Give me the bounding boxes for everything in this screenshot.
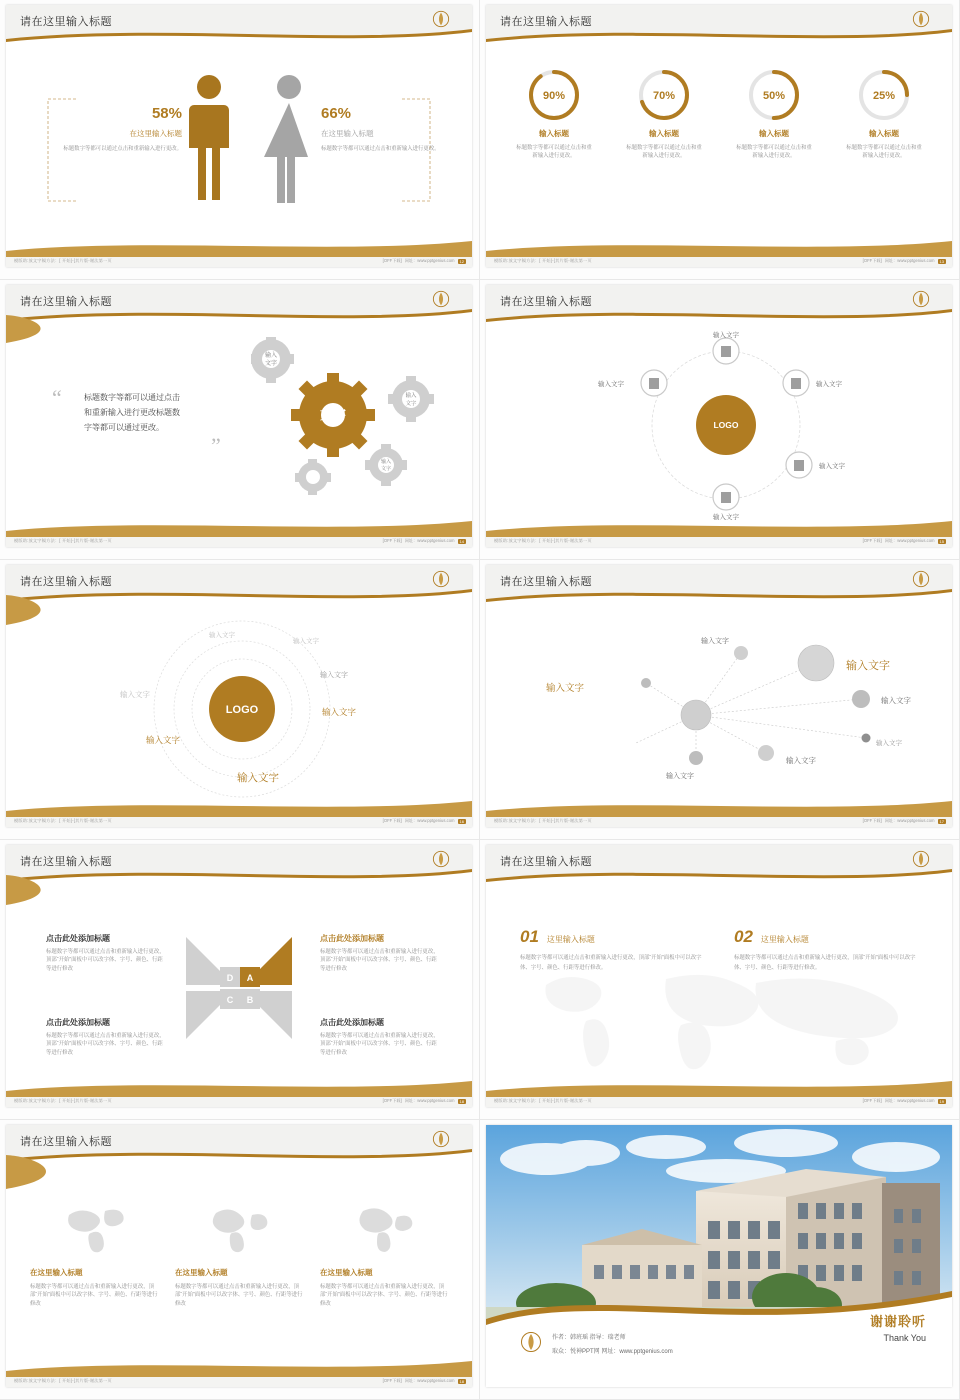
- quote-text: [84, 390, 244, 436]
- column-title: 在这里输入标题: [320, 1268, 373, 1277]
- footer-note: 模版助:放文字稿方法：[ 开始]-[其片版-谢汰第一页: [494, 258, 592, 263]
- footer-curve: [6, 515, 472, 537]
- block-desc: 标题数字等都可以通过点击和重新输入进行更改，顶部“开始”面板中可以改字体、字号、颜色、行距等进行修改: [320, 949, 439, 972]
- svg-text:文字: 文字: [264, 361, 278, 367]
- column-title: 在这里输入标题: [30, 1268, 83, 1277]
- page-title: 请在这里输入标题: [500, 856, 592, 868]
- svg-text:输入文字: 输入文字: [598, 381, 624, 388]
- world-map-background: [516, 965, 926, 1075]
- block-desc: 标题数字等都可以通过点击和重新输入进行更改，顶部“开始”面板中可以改字体、字号、颜色、行距等进行修改: [46, 949, 165, 972]
- number-block[interactable]: [734, 927, 924, 973]
- svg-text:输入文字: 输入文字: [322, 707, 357, 717]
- footer-url: 网址：www.pptgenius.com: [884, 538, 935, 543]
- svg-text:50%: 50%: [762, 90, 786, 102]
- svg-text:输入文字: 输入文字: [701, 638, 729, 645]
- ornament-logo-icon: [432, 10, 450, 28]
- globe-column[interactable]: [175, 1203, 305, 1308]
- block-title: 这里输入标题: [546, 935, 595, 944]
- block-title: 这里输入标题: [760, 935, 809, 944]
- donut-item[interactable]: [724, 67, 824, 161]
- svg-text:90%: 90%: [542, 90, 566, 102]
- svg-text:输入文字: 输入文字: [666, 773, 694, 780]
- footer-note: 模版助:放文字稿方法：[ 开始]-[其片版-谢汰第一页: [494, 538, 592, 543]
- svg-text:输入文字: 输入文字: [816, 381, 842, 388]
- thanks-en: Thank You: [883, 1333, 926, 1343]
- globe-row: [30, 1203, 450, 1308]
- quadrant-block[interactable]: [46, 933, 166, 973]
- slide-gears[interactable]: [0, 280, 480, 560]
- svg-text:25%: 25%: [872, 90, 896, 102]
- page-title: 请在这里输入标题: [500, 296, 592, 308]
- svg-text:输入: 输入: [264, 353, 278, 359]
- svg-text:输入文字: 输入文字: [237, 772, 279, 784]
- slide-four-quadrant[interactable]: [0, 840, 480, 1120]
- svg-text:文字: 文字: [405, 401, 417, 407]
- footer-download: [OFF下载]: [382, 1378, 402, 1383]
- footer-url: 网址：www.pptgenius.com: [404, 258, 455, 263]
- svg-text:输入文字: 输入文字: [881, 696, 911, 705]
- gear-cluster-icon: [251, 337, 451, 507]
- female-label: 在这里输入标题: [321, 129, 374, 138]
- quadrant-block[interactable]: [320, 933, 440, 973]
- footer-curve: [6, 795, 472, 817]
- block-number: 02: [734, 927, 753, 946]
- donut-row: [504, 67, 934, 161]
- quote-line-3: 字等都可以通过更改。: [84, 423, 164, 433]
- thanks-block: [870, 1311, 926, 1343]
- footer-meta: [383, 538, 466, 544]
- svg-text:输入文字: 输入文字: [713, 514, 739, 521]
- block-desc: 标题数字等都可以通过点击和重新输入进行更改，顶部“开始”面板中可以改字体、字号、颜色、行距等进行修改。: [520, 955, 702, 971]
- footer-url: 网址：www.pptgenius.com: [404, 818, 455, 823]
- footer-download: [OFF下载]: [382, 258, 402, 263]
- slide-logo-network[interactable]: [480, 280, 960, 560]
- footer-note: 模版助:放文字稿方法：[ 开始]-[其片版-谢汰第一页: [494, 818, 592, 823]
- footer-meta: [863, 818, 946, 824]
- ornament-logo-icon: [912, 290, 930, 308]
- footer-url: 网址：www.pptgenius.com: [884, 1098, 935, 1103]
- svg-text:D: D: [226, 973, 234, 983]
- svg-text:输入文字: 输入文字: [713, 332, 739, 339]
- page-title: 请在这里输入标题: [20, 576, 112, 588]
- svg-text:输入文字: 输入文字: [320, 672, 348, 679]
- column-desc: 标题数字等都可以通过点击和重新输入进行更改，顶部“开始”面板中可以改字体、字号、颜色、行距等进行修改: [175, 1284, 303, 1307]
- donut-label: 输入标题: [649, 129, 679, 138]
- quadrant-arrows-icon: [184, 933, 294, 1043]
- footer-curve: [6, 1075, 472, 1097]
- donut-label: 输入标题: [539, 129, 569, 138]
- svg-text:输入文字: 输入文字: [209, 632, 235, 639]
- svg-text:输入文字: 输入文字: [546, 683, 585, 694]
- block-desc: 标题数字等都可以通过点击和重新输入进行更改，顶部“开始”面板中可以改字体、字号、颜色、行距等进行修改: [46, 1033, 165, 1056]
- svg-text:输入文字: 输入文字: [786, 756, 816, 765]
- quote-open-icon: “: [52, 385, 62, 410]
- footer-download: [OFF下载]: [862, 538, 882, 543]
- footer-curve: [486, 515, 952, 537]
- accent-swoosh: [6, 873, 472, 909]
- footer-meta: [383, 258, 466, 264]
- page-number: 17: [939, 818, 944, 824]
- svg-text:文字: 文字: [319, 407, 347, 422]
- page-title: 请在这里输入标题: [20, 16, 112, 28]
- ornament-logo-icon: [520, 1331, 542, 1353]
- donut-chart-icon: [746, 67, 802, 123]
- donut-label: 输入标题: [759, 129, 789, 138]
- globe-icon: [65, 1203, 125, 1253]
- ornament-logo-icon: [912, 850, 930, 868]
- page-title: 请在这里输入标题: [500, 16, 592, 28]
- page-number: 15: [939, 538, 944, 544]
- block-desc: 标题数字等都可以通过点击和重新输入进行更改，顶部“开始”面板中可以改字体、字号、颜色、行距等进行修改。: [734, 955, 916, 971]
- ornament-logo-icon: [432, 1130, 450, 1148]
- number-block[interactable]: [520, 927, 710, 973]
- thanks-cn: 谢谢聆听: [869, 1314, 926, 1329]
- footer-url: 网址：www.pptgenius.com: [404, 1378, 455, 1383]
- donut-desc: 标题数字等都可以通过点击和重新输入进行更改。: [736, 145, 812, 160]
- footer-download: [OFF下载]: [382, 818, 402, 823]
- svg-text:输入文字: 输入文字: [146, 735, 181, 745]
- male-value: 58%: [151, 105, 182, 122]
- quadrant-block[interactable]: [46, 1017, 166, 1057]
- footer-download: [OFF下载]: [382, 1098, 402, 1103]
- svg-text:输入: 输入: [405, 393, 417, 399]
- footer-curve: [6, 235, 472, 257]
- block-title: 点击此处添加标题: [320, 1018, 384, 1027]
- footer-note: 模版助:放文字稿方法：[ 开始]-[其片版-谢汰第一页: [14, 538, 112, 543]
- footer-curve: [6, 1355, 472, 1377]
- block-title: 点击此处添加标题: [46, 1018, 110, 1027]
- block-number: 01: [520, 927, 539, 946]
- node-network-diagram: [516, 623, 926, 793]
- page-number: 19: [939, 1098, 944, 1104]
- footer-download: [OFF下载]: [862, 1098, 882, 1103]
- column-desc: 标题数字等都可以通过点击和重新输入进行更改，顶部“开始”面板中可以改字体、字号、颜色、行距等进行修改: [320, 1284, 448, 1307]
- footer-note: 模版助:放文字稿方法：[ 开始]-[其片版-谢汰第一页: [14, 1098, 112, 1103]
- footer-curve: [486, 795, 952, 817]
- svg-text:输入: 输入: [380, 459, 392, 465]
- slide-three-globes[interactable]: [0, 1120, 480, 1400]
- footer-meta: [863, 1098, 946, 1104]
- globe-icon: [210, 1203, 270, 1253]
- male-label: 在这里输入标题: [129, 129, 182, 138]
- footer-meta: [383, 818, 466, 824]
- slide-donut-stats[interactable]: [480, 0, 960, 280]
- donut-desc: 标题数字等都可以通过点击和重新输入进行更改。: [626, 145, 702, 160]
- concentric-diagram: [106, 613, 406, 813]
- footer-meta: [383, 1378, 466, 1384]
- male-figure-icon: [186, 73, 232, 203]
- footer-curve: [486, 235, 952, 257]
- accent-swoosh: [6, 1153, 472, 1193]
- page-title: 请在这里输入标题: [20, 1136, 112, 1148]
- donut-desc: 标题数字等都可以通过点击和重新输入进行更改。: [846, 145, 922, 160]
- quote-close-icon: ”: [211, 433, 221, 458]
- svg-text:LOGO: LOGO: [713, 420, 739, 430]
- ornament-logo-icon: [912, 570, 930, 588]
- male-desc: 标题数字等都可以通过点击和重新输入进行更改。: [63, 146, 182, 152]
- footer-note: 模版助:放文字稿方法：[ 开始]-[其片版-谢汰第一页: [494, 1098, 592, 1103]
- svg-text:LOGO: LOGO: [225, 704, 259, 716]
- network-diagram: [596, 325, 856, 525]
- footer-meta: [383, 1098, 466, 1104]
- footer-meta: [863, 258, 946, 264]
- donut-item[interactable]: [504, 67, 604, 161]
- footer-note: 模版助:放文字稿方法：[ 开始]-[其片版-谢汰第一页: [14, 1378, 112, 1383]
- footer-note: 模版助:放文字稿方法：[ 开始]-[其片版-谢汰第一页: [14, 258, 112, 263]
- slide-gender-stats[interactable]: [0, 0, 480, 280]
- source-label: 取众：悦神PPT网 网址：www.pptgenius.com: [552, 1349, 673, 1355]
- footer-curve: [486, 1075, 952, 1097]
- slide-thanks[interactable]: [480, 1120, 960, 1400]
- donut-chart-icon: [526, 67, 582, 123]
- svg-text:输入文字: 输入文字: [293, 638, 319, 645]
- page-number: 16: [459, 818, 464, 824]
- donut-item[interactable]: [614, 67, 714, 161]
- svg-text:文字: 文字: [380, 466, 392, 472]
- footer-url: 网址：www.pptgenius.com: [404, 538, 455, 543]
- female-figure-icon: [264, 73, 314, 203]
- slide-two-numbers[interactable]: [480, 840, 960, 1120]
- column-desc: 标题数字等都可以通过点击和重新输入进行更改，顶部“开始”面板中可以改字体、字号、颜色、行距等进行修改: [30, 1284, 158, 1307]
- donut-chart-icon: [636, 67, 692, 123]
- ornament-logo-icon: [912, 10, 930, 28]
- block-title: 点击此处添加标题: [320, 934, 384, 943]
- donut-label: 输入标题: [869, 129, 899, 138]
- block-desc: 标题数字等都可以通过点击和重新输入进行更改，顶部“开始”面板中可以改字体、字号、颜色、行距等进行修改: [320, 1033, 439, 1056]
- slide-node-map[interactable]: [480, 560, 960, 840]
- footer-url: 网址：www.pptgenius.com: [884, 258, 935, 263]
- donut-item[interactable]: [834, 67, 934, 161]
- ornament-logo-icon: [432, 290, 450, 308]
- page-number: 18: [459, 1098, 464, 1104]
- donut-chart-icon: [856, 67, 912, 123]
- footer-url: 网址：www.pptgenius.com: [404, 1098, 455, 1103]
- quadrant-block[interactable]: [320, 1017, 440, 1057]
- svg-text:A: A: [246, 973, 254, 983]
- svg-text:70%: 70%: [652, 90, 676, 102]
- svg-text:C: C: [226, 995, 234, 1005]
- svg-text:输入文字: 输入文字: [819, 463, 845, 470]
- svg-text:B: B: [246, 995, 254, 1005]
- globe-column[interactable]: [30, 1203, 160, 1308]
- page-number: 14: [459, 538, 464, 544]
- ornament-logo-icon: [432, 570, 450, 588]
- female-value: 66%: [321, 105, 352, 122]
- footer-download: [OFF下载]: [862, 818, 882, 823]
- quote-line-1: 标题数字等都可以通过点击: [84, 393, 180, 402]
- footer-url: 网址：www.pptgenius.com: [884, 818, 935, 823]
- column-title: 在这里输入标题: [175, 1268, 228, 1277]
- quote-line-2: 和重新输入进行更改标题数: [84, 408, 180, 418]
- svg-text:输入文字: 输入文字: [846, 660, 890, 672]
- page-title: 请在这里输入标题: [500, 576, 592, 588]
- ornament-logo-icon: [432, 850, 450, 868]
- page-number: 13: [939, 258, 944, 264]
- page-number: 12: [459, 258, 464, 264]
- page-title: 请在这里输入标题: [20, 856, 112, 868]
- donut-desc: 标题数字等都可以通过点击和重新输入进行更改。: [516, 145, 592, 160]
- page-number: 18: [459, 1378, 464, 1384]
- footer-note: 模版助:放文字稿方法：[ 开始]-[其片版-谢汰第一页: [14, 818, 112, 823]
- globe-column[interactable]: [320, 1203, 450, 1308]
- block-title: 点击此处添加标题: [46, 934, 110, 943]
- footer-download: [OFF下载]: [382, 538, 402, 543]
- slide-concentric[interactable]: [0, 560, 480, 840]
- author-label: 作者：韩班瑶 指导：瑞老师: [552, 1335, 626, 1341]
- svg-text:输入文字: 输入文字: [120, 690, 150, 699]
- footer-download: [OFF下载]: [862, 258, 882, 263]
- page-title: 请在这里输入标题: [20, 296, 112, 308]
- globe-icon: [355, 1203, 415, 1253]
- footer-meta: [863, 538, 946, 544]
- female-desc: 标题数字等都可以通过点击和重新输入进行更改。: [321, 146, 440, 152]
- svg-text:输入文字: 输入文字: [876, 740, 902, 747]
